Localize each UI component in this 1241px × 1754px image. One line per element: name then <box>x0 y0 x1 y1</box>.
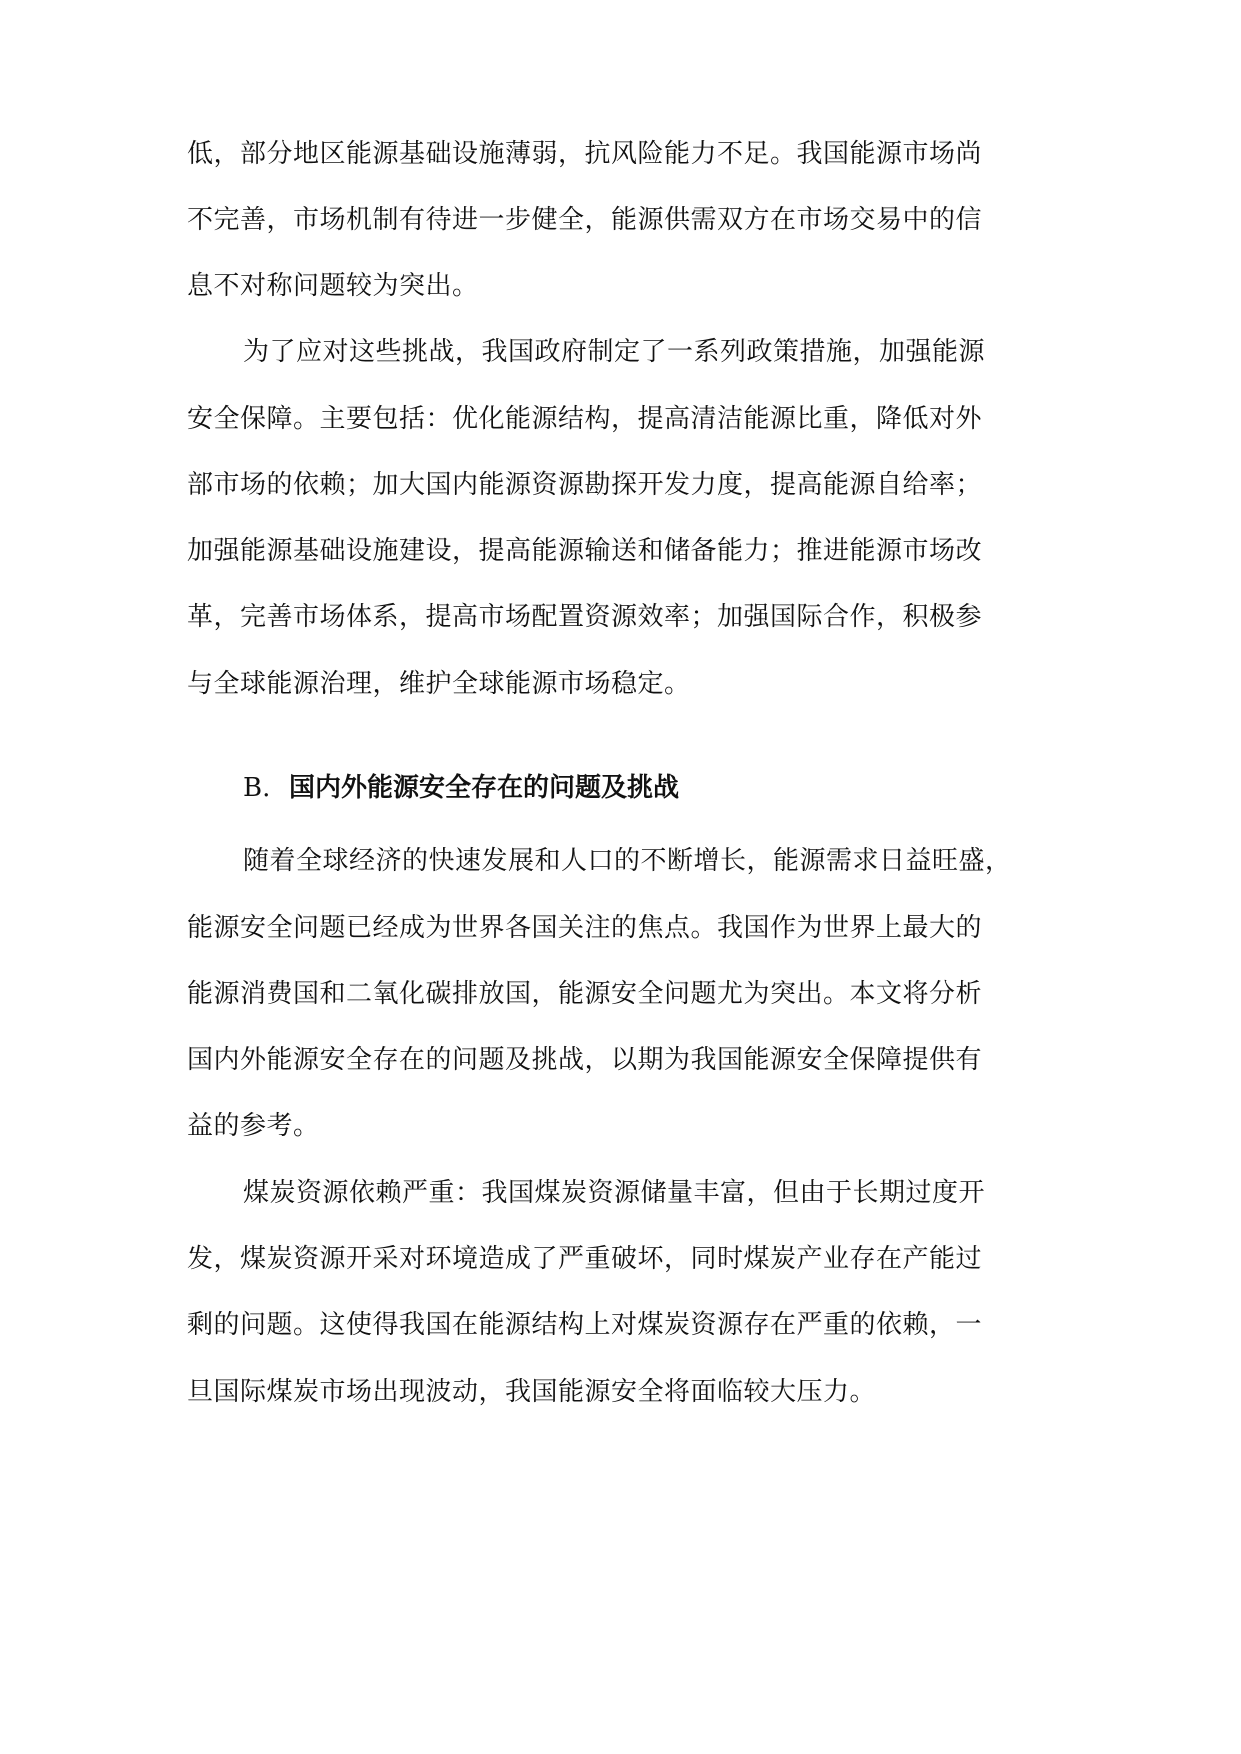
paragraph-line: 发，煤炭资源开采对环境造成了严重破坏，同时煤炭产业存在产能过 <box>187 1244 983 1274</box>
paragraph-line: 安全保障。主要包括：优化能源结构，提高清洁能源比重，降低对外 <box>187 404 983 434</box>
paragraph-line: 为了应对这些挑战，我国政府制定了一系列政策措施，加强能源 <box>243 337 986 367</box>
paragraph-line: 能源安全问题已经成为世界各国关注的焦点。我国作为世界上最大的 <box>187 913 983 943</box>
section-heading <box>243 768 1043 808</box>
paragraph-line: 加强能源基础设施建设，提高能源输送和储备能力；推进能源市场改 <box>187 536 983 566</box>
paragraph-line: 旦国际煤炭市场出现波动，我国能源安全将面临较大压力。 <box>187 1377 877 1407</box>
paragraph-line: 剩的问题。这使得我国在能源结构上对煤炭资源存在严重的依赖，一 <box>187 1310 983 1340</box>
paragraph-line: 国内外能源安全存在的问题及挑战，以期为我国能源安全保障提供有 <box>187 1045 983 1075</box>
paragraph-line: 与全球能源治理，维护全球能源市场稳定。 <box>187 669 691 699</box>
paragraph-line: 息不对称问题较为突出。 <box>187 271 479 301</box>
paragraph-line: 能源消费国和二氧化碳排放国，能源安全问题尤为突出。本文将分析 <box>187 979 983 1009</box>
section-heading-title: 国内外能源安全存在的问题及挑战 <box>289 773 680 803</box>
section-heading-label: B. <box>243 773 271 803</box>
paragraph-line: 煤炭资源依赖严重：我国煤炭资源储量丰富，但由于长期过度开 <box>243 1178 986 1208</box>
paragraph-line: 不完善，市场机制有待进一步健全，能源供需双方在市场交易中的信 <box>187 205 983 235</box>
paragraph-line: 益的参考。 <box>187 1111 320 1141</box>
paragraph-line: 低，部分地区能源基础设施薄弱，抗风险能力不足。我国能源市场尚 <box>187 139 983 169</box>
paragraph-line: 革，完善市场体系，提高市场配置资源效率；加强国际合作，积极参 <box>187 602 983 632</box>
paragraph-line: 随着全球经济的快速发展和人口的不断增长，能源需求日益旺盛， <box>243 846 1012 876</box>
paragraph-line: 部市场的依赖；加大国内能源资源勘探开发力度，提高能源自给率； <box>187 470 983 500</box>
